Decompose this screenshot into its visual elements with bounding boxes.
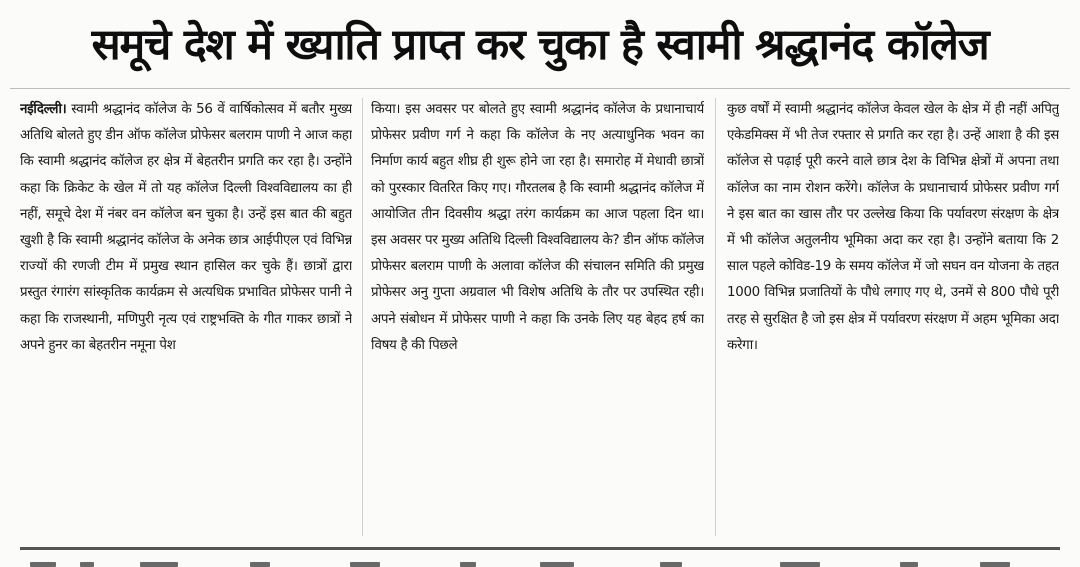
cut-off-glyph bbox=[780, 562, 820, 567]
cut-off-glyph bbox=[900, 562, 918, 567]
cut-off-next-article bbox=[20, 556, 1060, 567]
headline-rule bbox=[10, 88, 1070, 89]
article-headline: समूचे देश में ख्याति प्राप्त कर चुका है स्वामी श्रद्धानंद कॉलेज bbox=[91, 20, 989, 70]
cut-off-glyph bbox=[660, 562, 682, 567]
column-1-text: स्वामी श्रद्धानंद कॉलेज के 56 वें वार्षिकोत्सव में बतौर मुख्य अतिथि बोलते हुए डीन ऑफ कॉलेज प्रोफेसर बलराम पाणी ने आज कहा कि स्वामी श्रद्धानंद कॉलेज हर क्षेत्र में बेहतरीन प्रगति कर रहा है। उन्होंने कहा कि क्रिकेट के खेल में तो यह कॉलेज दिल्ली विश्वविद्यालय का ही नहीं, समूचे देश में नंबर वन कॉलेज बन चुका है। उन्हें इस बात की बहुत खुशी है कि स्वामी श्रद्धानंद कॉलेज के अनेक छात्र आईपीएल एवं विभिन्न राज्यों की रणजी टीम में प्रमुख स्थान हासिल कर चुके हैं। छात्रों द्वारा प्रस्तुत रंगारंग सांस्कृतिक कार्यक्रम से अत्यधिक प्रभावित प्रोफेसर पानी ने कहा कि राजस्थानी, मणिपुरी नृत्य एवं राष्ट्रभक्ति के गीत गाकर छात्रों ने अपने हुनर का बेहतरीन नमूना पेश bbox=[20, 102, 352, 353]
column-2-text: किया। इस अवसर पर बोलते हुए स्वामी श्रद्धानंद कॉलेज के प्रधानाचार्य प्रोफेसर प्रवीण गर्ग ने कहा कि कॉलेज के नए अत्याधुनिक भवन का निर्माण कार्य बहुत शीघ्र ही शुरू होने जा रहा है। समारोह में मेधावी छात्रों को पुरस्कार वितरित किए गए। गौरतलब है कि स्वामी श्रद्धानंद कॉलेज में आयोजित तीन दिवसीय श्रद्धा तरंग कार्यक्रम का आज पहला दिन था। इस अवसर पर मुख्य अतिथि दिल्ली विश्वविद्यालय के? डीन ऑफ कॉलेज प्रोफेसर बलराम पाणी के अलावा कॉलेज की संचालन समिति की प्रमुख प्रोफेसर अनु गुप्ता अग्रवाल भी विशेष अतिथि के तौर पर उपस्थित रही। अपने संबोधन में प्रोफेसर पाणी ने कहा कि उनके लिए यह बेहद हर्ष का विषय है की पिछले bbox=[371, 102, 704, 353]
cut-off-glyph bbox=[250, 562, 270, 567]
article-column-1 bbox=[20, 97, 352, 537]
dateline: नईदिल्ली। bbox=[20, 102, 67, 117]
cut-off-glyph bbox=[980, 562, 1010, 567]
bottom-rule bbox=[20, 547, 1060, 550]
cut-off-glyph bbox=[80, 562, 94, 567]
article-column-3 bbox=[727, 97, 1059, 537]
cut-off-glyph bbox=[460, 562, 476, 567]
column-divider bbox=[715, 98, 716, 536]
cut-off-glyph bbox=[140, 562, 178, 567]
article-column-2 bbox=[371, 97, 704, 537]
column-3-text: कुछ वर्षों में स्वामी श्रद्धानंद कॉलेज केवल खेल के क्षेत्र में ही नहीं अपितु एकेडमिक्स में भी तेज रफ्तार से प्रगति कर रहा है। उन्हें आशा है की इस कॉलेज से पढ़ाई पूरी करने वाले छात्र देश के विभिन्न क्षेत्रों में अपना तथा कॉलेज का नाम रोशन करेंगे। कॉलेज के प्रधानाचार्य प्रोफेसर प्रवीण गर्ग ने इस बात का खास तौर पर उल्लेख किया कि पर्यावरण संरक्षण के क्षेत्र में भी कॉलेज अतुलनीय भूमिका अदा कर रहा है। उन्होंने बताया कि 2 साल पहले कोविड-19 के समय कॉलेज में जो सघन वन योजना के तहत 1000 विभिन्न प्रजातियों के पौधे लगाए गए थे, उनमें से 800 पौधे पूरी तरह से सुरक्षित है जो इस क्षेत्र में पर्यावरण संरक्षण में अहम भूमिका अदा करेगा। bbox=[727, 102, 1059, 353]
cut-off-glyph bbox=[540, 562, 574, 567]
cut-off-glyph bbox=[350, 562, 380, 567]
column-divider bbox=[362, 98, 363, 536]
cut-off-glyph bbox=[30, 562, 56, 567]
